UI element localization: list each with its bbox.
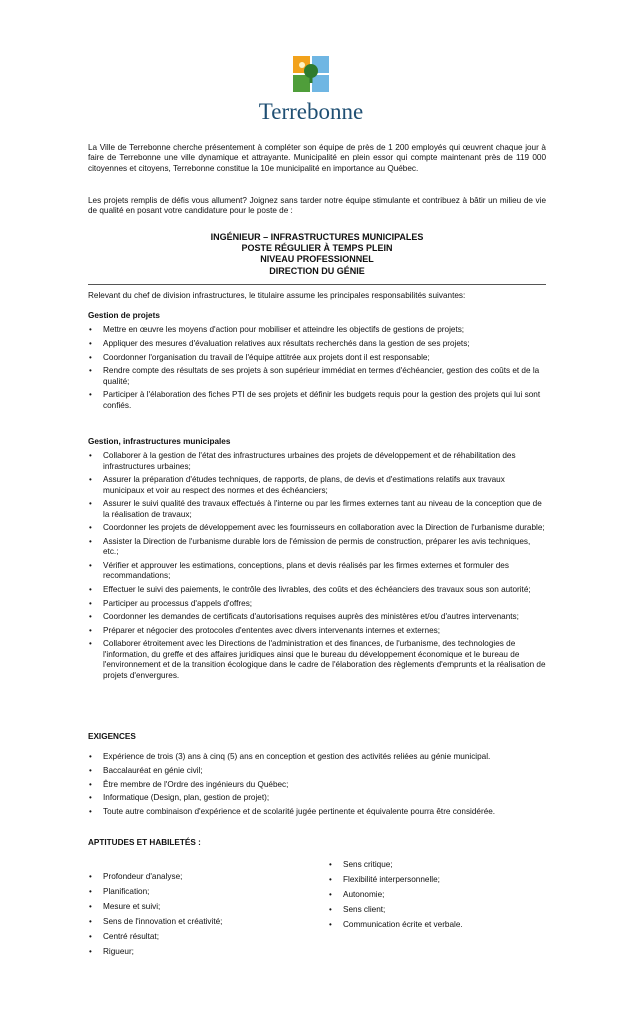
list-item: • Participer au processus d'appels d'offres; <box>88 599 546 609</box>
list-item: • Communication écrite et verbale. <box>328 920 546 930</box>
section-aptitudes <box>88 838 546 962</box>
intro-paragraph-2: Les projets remplis de défis vous allument? Joignez sans tarder notre équipe stimulante et contribuez à bâtir un milieu de vie de qualité en posant votre candidature pour le poste de : <box>88 196 546 216</box>
list-item: • Autonomie; <box>328 890 546 900</box>
list-item: • Appliquer des mesures d'évaluation relatives aux résultats recherchés dans la gestion de ses projets; <box>88 339 546 349</box>
section-gestion-infrastructures <box>88 437 546 684</box>
section-title: EXIGENCES <box>88 732 136 741</box>
job-level: NIVEAU PROFESSIONNEL <box>260 254 374 265</box>
list-item: • Effectuer le suivi des paiements, le contrôle des livrables, des coûts et des échéanciers des travaux sous son autorité; <box>88 585 546 595</box>
aptitudes-left-column <box>88 860 306 962</box>
divider <box>88 284 546 285</box>
section-gestion-projets <box>88 311 546 414</box>
list-item: • Mettre en œuvre les moyens d'action pour mobiliser et atteindre les objectifs de gestions de projets; <box>88 325 546 335</box>
intro-paragraph-1: La Ville de Terrebonne cherche présentement à compléter son équipe de près de 1 200 employés qui œuvrent chaque jour à faire de Terrebonne une ville dynamique et attrayante. Municipalité en plein essor qui compte maintenant près de 119 000 citoyennes et citoyens, Terrebonne constitue la 10e municipalité en importance au Québec. <box>88 143 546 173</box>
list-item: • Informatique (Design, plan, gestion de projet); <box>88 793 546 803</box>
job-title-block <box>88 232 546 277</box>
list-item: • Assurer le suivi qualité des travaux effectués à l'interne ou par les firmes externes tant au niveau de la conception que de la réalisation de travaux; <box>88 499 546 520</box>
list-item: • Être membre de l'Ordre des ingénieurs du Québec; <box>88 780 546 790</box>
section-exigences <box>88 732 546 820</box>
list-item: • Coordonner les demandes de certificats d'autorisations requises auprès des ministères et/ou d'autres intervenants; <box>88 612 546 622</box>
list-item: • Flexibilité interpersonnelle; <box>328 875 546 885</box>
terrebonne-emblem-icon <box>291 54 331 94</box>
list-item: • Participer à l'élaboration des fiches PTI de ses projets et définir les budgets requis pour la gestion des projets qui lui sont confiés. <box>88 390 546 411</box>
job-title: INGÉNIEUR – INFRASTRUCTURES MUNICIPALES <box>210 232 424 242</box>
job-department: DIRECTION DU GÉNIE <box>269 265 365 276</box>
job-status: POSTE RÉGULIER À TEMPS PLEIN <box>241 243 393 254</box>
list-item: • Collaborer étroitement avec les Directions de l'administration et des finances, de l'urbanisme, des technologies de l'information, du greffe et des affaires juridiques ainsi que le bureau du développement économique et le bureau de l'environnement et de la transition écologique dans le cadre de l'élaboration des règlements d'emprunts et la réalisation de projets d'envergures. <box>88 639 546 681</box>
list-item: • Assurer la préparation d'études techniques, de rapports, de plans, de devis et d'estimations relatifs aux travaux municipaux et voir au respect des normes et des échéanciers; <box>88 475 546 496</box>
list-item: • Vérifier et approuver les estimations, conceptions, plans et devis réalisés par les firmes externes et formuler des recommandations; <box>88 561 546 582</box>
list-item: • Mesure et suivi; <box>88 902 306 912</box>
list-item: • Coordonner l'organisation du travail de l'équipe attitrée aux projets dont il est responsable; <box>88 353 546 363</box>
list-item: • Sens critique; <box>328 860 546 870</box>
list-item: • Centré résultat; <box>88 932 306 942</box>
section-title: APTITUDES ET HABILETÉS : <box>88 838 201 847</box>
list-item: • Rigueur; <box>88 947 306 957</box>
logo-wordmark: Terrebonne <box>258 99 364 124</box>
list-item: • Rendre compte des résultats de ses projets à son supérieur immédiat en termes d'échéancier, gestion des coûts et de la qualité; <box>88 366 546 387</box>
aptitudes-right-column <box>306 860 546 962</box>
responsibilities-lead: Relevant du chef de division infrastructures, le titulaire assume les principales responsabilités suivantes: <box>88 291 466 300</box>
list-item: • Sens de l'innovation et créativité; <box>88 917 306 927</box>
list-item: • Profondeur d'analyse; <box>88 872 306 882</box>
list-item: • Collaborer à la gestion de l'état des infrastructures urbaines des projets de développement et de réhabilitation des infrastructures urbaines; <box>88 451 546 472</box>
list-item: • Planification; <box>88 887 306 897</box>
list-item: • Assister la Direction de l'urbanisme durable lors de l'émission de permis de construction, préparer les avis techniques, etc.; <box>88 537 546 558</box>
list-item: • Baccalauréat en génie civil; <box>88 766 546 776</box>
list-item: • Sens client; <box>328 905 546 915</box>
list-item: • Expérience de trois (3) ans à cinq (5) ans en conception et gestion des activités reliées au génie municipal. <box>88 752 546 762</box>
section-title: Gestion de projets <box>88 311 160 320</box>
list-item: • Toute autre combinaison d'expérience et de scolarité jugée pertinente et équivalente pourra être considérée. <box>88 807 546 817</box>
section-title: Gestion, infrastructures municipales <box>88 437 231 446</box>
list-item: • Coordonner les projets de développement avec les fournisseurs en collaboration avec la Direction de l'urbanisme durable; <box>88 523 546 533</box>
list-item: • Préparer et négocier des protocoles d'ententes avec divers intervenants internes et externes; <box>88 626 546 636</box>
terrebonne-logo <box>0 54 622 124</box>
